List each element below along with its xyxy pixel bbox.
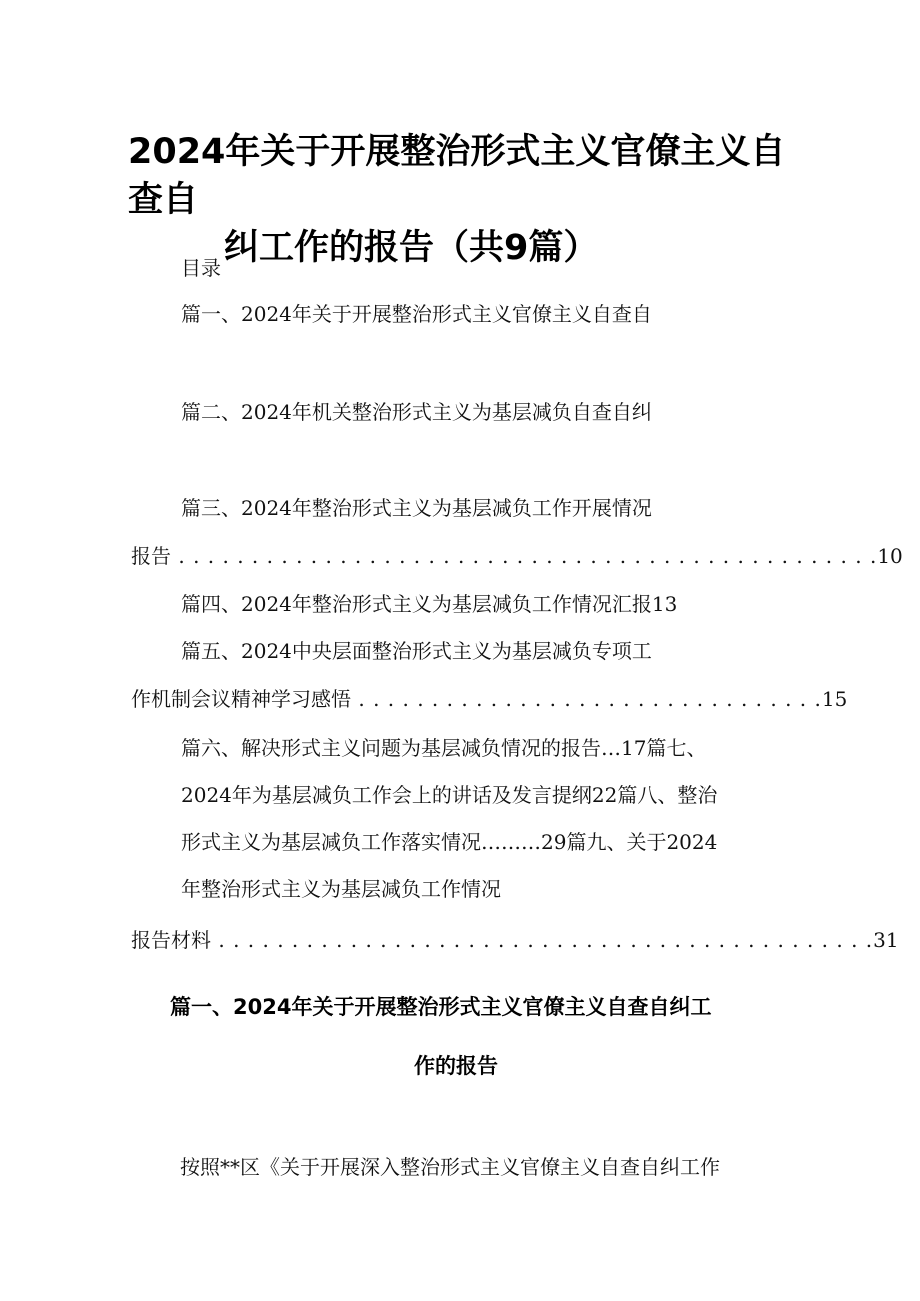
toc-heading: 目录 xyxy=(181,256,221,280)
toc-page-number: 15 xyxy=(821,687,848,711)
toc-entry-5-cont[interactable] xyxy=(131,685,847,713)
toc-entry-9-cont[interactable] xyxy=(131,926,899,954)
toc-entry-3[interactable]: 篇三、2024年整治形式主义为基层减负工作开展情况 xyxy=(181,496,652,520)
toc-entry-9-text: 报告材料 xyxy=(131,928,211,952)
toc-page-number: 10 xyxy=(877,544,903,568)
section-title-line-2: 作的报告 xyxy=(414,1054,498,1078)
toc-entry-9[interactable]: 年整治形式主义为基层减负工作情况 xyxy=(181,877,501,901)
toc-entry-5[interactable]: 篇五、2024中央层面整治形式主义为基层减负专项工 xyxy=(181,639,652,663)
toc-page-number: 31 xyxy=(873,928,899,952)
toc-leader-dots: . . . . . . . . . . . . . . . . . . . . . . . . . . . . . . . . . . . . . . . . . . . . . . . . xyxy=(171,544,878,568)
toc-leader-dots: . . . . . . . . . . . . . . . . . . . . . . . . . . . . . . . . xyxy=(351,687,822,711)
title-line-2: 纠工作的报告（共9篇） xyxy=(224,228,599,268)
toc-entry-4[interactable]: 篇四、2024年整治形式主义为基层减负工作情况汇报13 xyxy=(181,592,678,616)
title-line-1: 2024年关于开展整治形式主义官僚主义自查自 xyxy=(128,132,786,220)
toc-entry-7[interactable]: 2024年为基层减负工作会上的讲话及发言提纲22篇八、整治 xyxy=(181,783,718,807)
document-title xyxy=(128,128,808,272)
toc-entry-3-cont[interactable] xyxy=(131,542,903,570)
toc-entry-3-text: 报告 xyxy=(131,544,171,568)
toc-entry-6[interactable]: 篇六、解决形式主义问题为基层减负情况的报告…17篇七、 xyxy=(181,736,707,760)
toc-entry-2[interactable]: 篇二、2024年机关整治形式主义为基层减负自查自纠 xyxy=(181,400,652,424)
body-paragraph: 按照**区《关于开展深入整治形式主义官僚主义自查自纠工作 xyxy=(180,1155,720,1179)
toc-entry-8[interactable]: 形式主义为基层减负工作落实情况………29篇九、关于2024 xyxy=(181,830,718,854)
toc-entry-1[interactable]: 篇一、2024年关于开展整治形式主义官僚主义自查自 xyxy=(181,302,652,326)
section-title-line-1: 篇一、2024年关于开展整治形式主义官僚主义自查自纠工 xyxy=(170,995,712,1019)
toc-entry-5-text: 作机制会议精神学习感悟 xyxy=(131,687,351,711)
toc-leader-dots: . . . . . . . . . . . . . . . . . . . . . . . . . . . . . . . . . . . . . . . . . . . . . xyxy=(211,928,874,952)
